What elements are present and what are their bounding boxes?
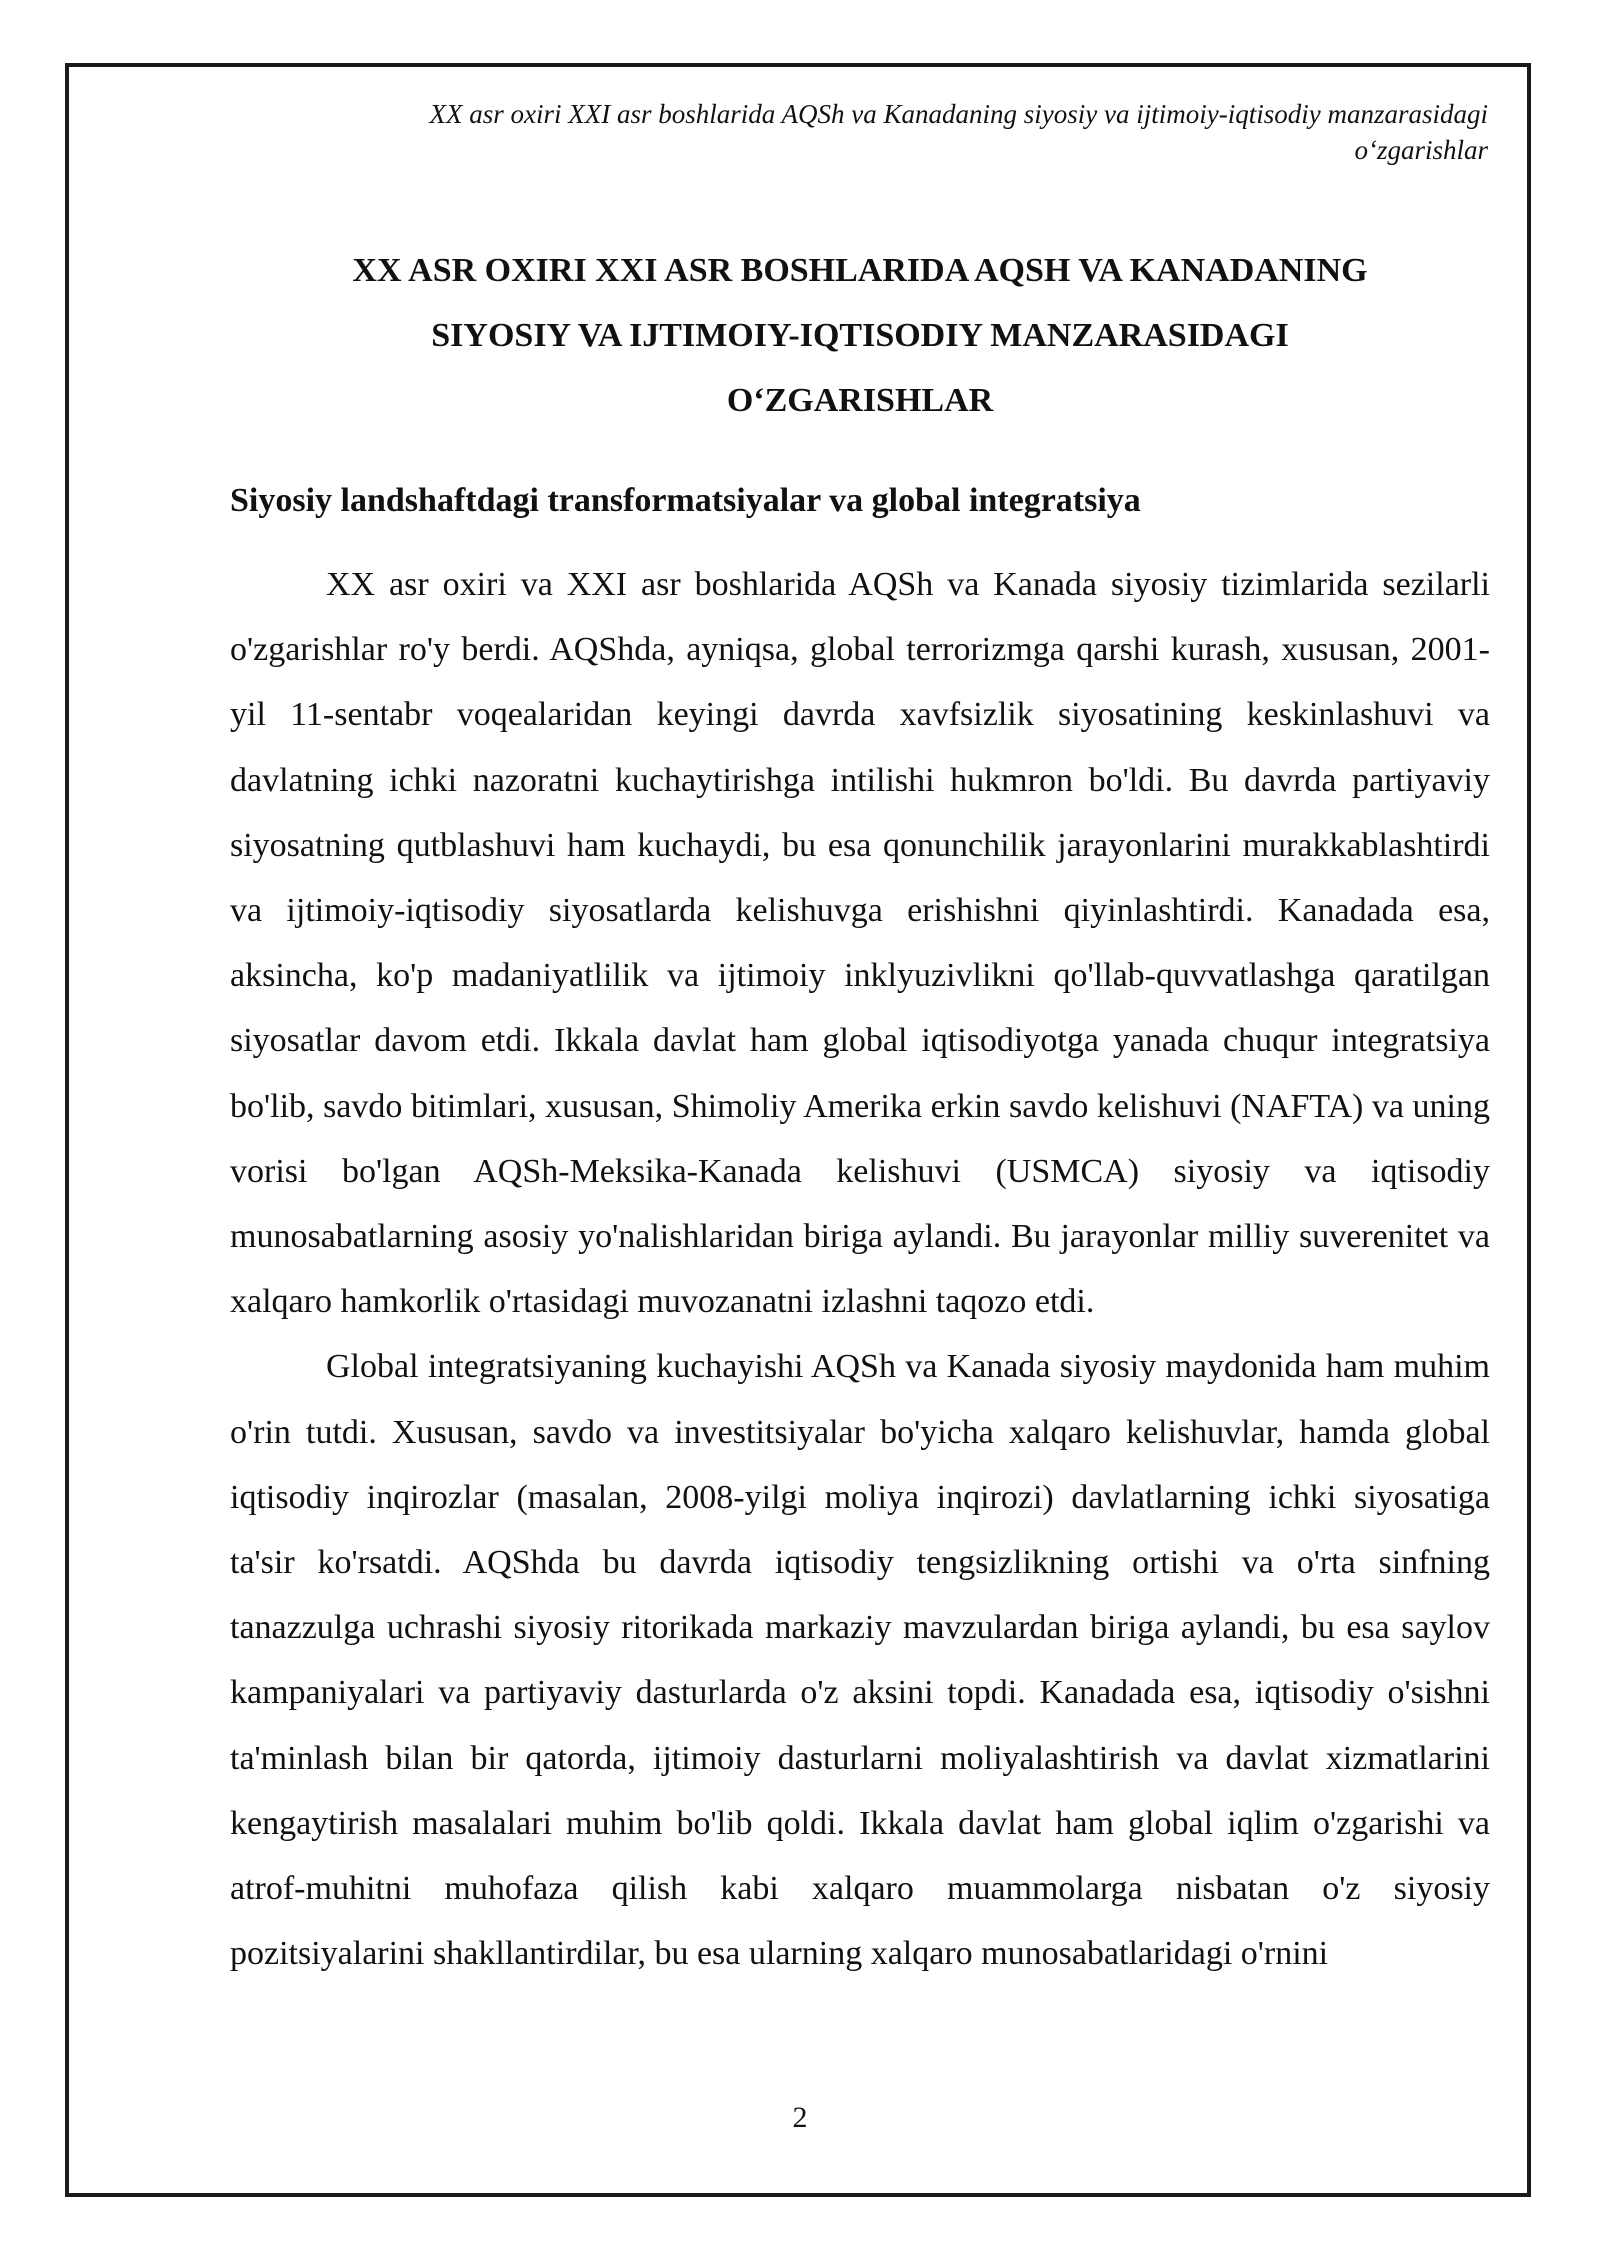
title-line-3: O‘ZGARISHLAR <box>726 382 994 419</box>
document-title <box>230 238 1490 433</box>
running-header-line-1: XX asr oxiri XXI asr boshlarida AQSh va Kanadaning siyosiy va ijtimoiy-iqtisodiy manzarasidagi <box>429 99 1488 129</box>
running-header-line-2: o‘zgarishlar <box>1354 135 1488 165</box>
paragraph-1: XX asr oxiri va XXI asr boshlarida AQSh va Kanada siyosiy tizimlarida sezilarli o'zgarishlar ro'y berdi. AQShda, ayniqsa, global terrorizmga qarshi kurash, xususan, 2001-yil 11-sentabr voqealaridan keyingi davrda xavfsizlik siyosatining keskinlashuvi va davlatning ichki nazoratni kuchaytirishga intilishi hukmron bo'ldi. Bu davrda partiyaviy siyosatning qutblashuvi ham kuchaydi, bu esa qonunchilik jarayonlarini murakkablashtirdi va ijtimoiy-iqtisodiy siyosatlarda kelishuvga erishishni qiyinlashtirdi. Kanadada esa, aksincha, ko'p madaniyatlilik va ijtimoiy inklyuzivlikni qo'llab-quvvatlashga qaratilgan siyosatlar davom etdi. Ikkala davlat ham global iqtisodiyotga yanada chuqur integratsiya bo'lib, savdo bitimlari, xususan, Shimoliy Amerika erkin savdo kelishuvi (NAFTA) va uning vorisi bo'lgan AQSh-Meksika-Kanada kelishuvi (USMCA) siyosiy va iqtisodiy munosabatlarning asosiy yo'nalishlaridan biriga aylandi. Bu jarayonlar milliy suverenitet va xalqaro hamkorlik o'rtasidagi muvozanatni izlashni taqozo etdi. <box>230 566 1490 1321</box>
running-header <box>188 96 1488 168</box>
paragraph-2: Global integratsiyaning kuchayishi AQSh va Kanada siyosiy maydonida ham muhim o'rin tutdi. Xususan, savdo va investitsiyalar bo'yicha xalqaro kelishuvlar, hamda global iqtisodiy inqirozlar (masalan, 2008-yilgi moliya inqirozi) davlatlarning ichki siyosatiga ta'sir ko'rsatdi. AQShda bu davrda iqtisodiy tengsizlikning ortishi va o'rta sinfning tanazzulga uchrashi siyosiy ritorikada markaziy mavzulardan biriga aylandi, bu esa saylov kampaniyalari va partiyaviy dasturlarda o'z aksini topdi. Kanadada esa, iqtisodiy o'sishni ta'minlash bilan bir qatorda, ijtimoiy dasturlarni moliyalashtirish va davlat xizmatlarini kengaytirish masalalari muhim bo'lib qoldi. Ikkala davlat ham global iqlim o'zgarishi va atrof-muhitni muhofaza qilish kabi xalqaro muammolarga nisbatan o'z siyosiy pozitsiyalarini shakllantirdilar, bu esa ularning xalqaro munosabatlaridagi o'rnini <box>230 1348 1490 1973</box>
title-line-2: SIYOSIY VA IJTIMOIY-IQTISODIY MANZARASIDAGI <box>431 317 1289 354</box>
section-heading: Siyosiy landshaftdagi transformatsiyalar va global integratsiya <box>230 482 1141 519</box>
title-line-1: XX ASR OXIRI XXI ASR BOSHLARIDA AQSH VA KANADANING <box>352 252 1368 289</box>
page-number: 2 <box>792 2101 808 2134</box>
body-text <box>230 552 1490 2108</box>
